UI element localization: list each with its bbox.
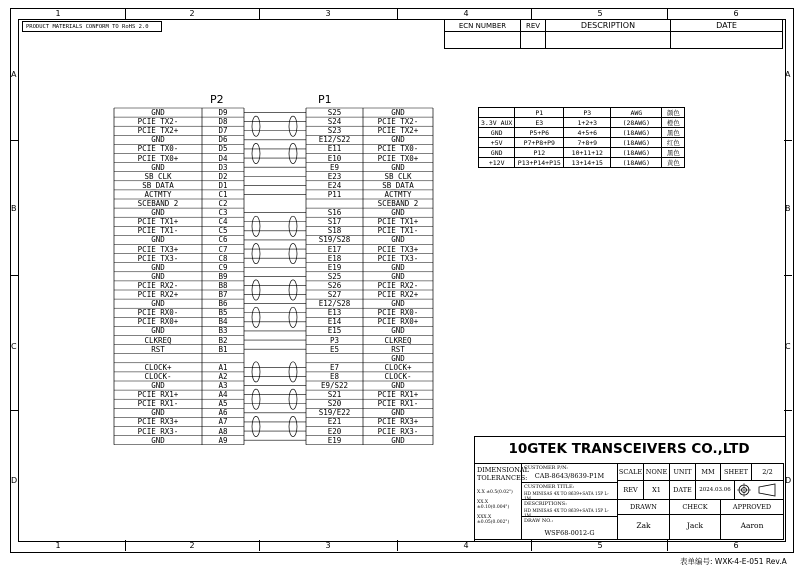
power-table-header: P1 xyxy=(515,108,564,118)
p2-signal: PCIE RX1+ xyxy=(137,390,179,400)
shield-marker xyxy=(252,143,260,163)
zone-row-b-right: B xyxy=(785,204,791,213)
p1-pin: E14 xyxy=(327,317,342,327)
p2-pin: B1 xyxy=(218,344,228,354)
zone-col-5-bottom: 5 xyxy=(597,541,603,550)
p1-pin: E9 xyxy=(329,162,340,172)
p1-pin: E17 xyxy=(327,244,342,254)
zone-col-3-bottom: 3 xyxy=(325,541,331,550)
p1-signal: GND xyxy=(391,162,405,172)
p2-signal: GND xyxy=(151,299,165,309)
p1-signal: CLKREQ xyxy=(384,335,412,345)
p2-pin: C3 xyxy=(218,208,228,218)
p2-pin: C6 xyxy=(218,235,228,245)
power-table-header: AWG xyxy=(611,108,662,118)
p2-pin: B9 xyxy=(218,271,228,281)
power-table-row xyxy=(479,138,685,148)
p1-pin: E12/S22 xyxy=(318,135,351,145)
p1-pin: E21 xyxy=(327,417,342,427)
unit-label: UNIT xyxy=(669,463,696,481)
connector-p1-title: P1 xyxy=(318,93,332,106)
shield-marker xyxy=(289,216,297,236)
power-table-header xyxy=(479,108,515,118)
power-table-cell: 4+5+6 xyxy=(564,128,611,138)
descriptions-label: DESCRIPTIONS: xyxy=(524,501,567,507)
customer-title-label: CUSTOMER TITLE: xyxy=(524,484,575,490)
shield-marker xyxy=(289,389,297,409)
p2-signal: GND xyxy=(151,235,165,245)
scale-label: SCALE xyxy=(617,463,644,481)
p2-signal: ACTMTY xyxy=(144,189,172,199)
third-angle-projection-icon xyxy=(735,481,783,499)
projection-symbol-cell xyxy=(734,480,784,500)
p2-signal: PCIE RX2+ xyxy=(137,290,179,299)
p1-signal: RST xyxy=(391,344,405,354)
zone-row-d-right: D xyxy=(785,476,792,485)
p1-signal: PCIE TX0+ xyxy=(377,153,419,163)
shield-marker xyxy=(289,143,297,163)
shield-marker xyxy=(252,280,260,300)
p1-pin: S24 xyxy=(327,117,342,127)
p1-signal: CLOCK- xyxy=(384,371,412,381)
p1-signal: GND xyxy=(391,262,405,272)
descriptions-cell xyxy=(521,499,618,517)
p1-pin: S26 xyxy=(327,280,342,290)
p1-signal: GND xyxy=(391,299,405,309)
p1-signal: PCIE RX1+ xyxy=(377,390,419,400)
tolerance-xxx: XXX.X ±0.05(0.002") xyxy=(477,515,510,525)
power-table-row xyxy=(479,128,685,138)
p2-signal: PCIE TX0- xyxy=(137,144,179,154)
p1-signal: PCIE RX2- xyxy=(377,280,419,290)
shield-marker xyxy=(252,416,260,436)
p1-signal: PCIE TX3- xyxy=(377,253,419,263)
drawn-by: Zak xyxy=(617,514,670,540)
zone-col-1-top: 1 xyxy=(55,9,61,18)
p1-pin: E20 xyxy=(327,426,342,436)
p2-pin: C8 xyxy=(218,253,228,263)
p2-signal: GND xyxy=(151,208,165,218)
p2-signal: CLKREQ xyxy=(144,335,172,345)
p1-pin: E5 xyxy=(329,344,340,354)
rev-header: REV xyxy=(521,20,546,32)
ecn-number-header: ECN NUMBER xyxy=(445,20,521,32)
check-label: CHECK xyxy=(669,499,721,515)
zone-col-1-bottom: 1 xyxy=(55,541,61,550)
p2-signal: PCIE TX2- xyxy=(137,117,179,127)
zone-row-d-left: D xyxy=(11,476,18,485)
p2-pin: C9 xyxy=(218,262,228,272)
p2-pin: C7 xyxy=(218,244,228,254)
p1-pin: E18 xyxy=(327,253,342,263)
p1-pin: S25 xyxy=(327,271,342,281)
zone-row-c-left: C xyxy=(11,342,17,351)
p1-signal: GND xyxy=(391,435,405,445)
rev-label: REV xyxy=(617,480,644,500)
shield-marker xyxy=(289,116,297,136)
p2-signal: PCIE RX3+ xyxy=(137,417,179,427)
p2-pin: A2 xyxy=(218,371,228,381)
p1-signal: PCIE TX0- xyxy=(377,144,419,154)
zone-col-5-top: 5 xyxy=(597,9,603,18)
customer-pn-cell xyxy=(521,463,618,483)
p1-signal: GND xyxy=(391,408,405,418)
customer-pn: CAB-8643/8639-P1M xyxy=(534,472,605,480)
p1-signal: GND xyxy=(391,135,405,145)
p2-pin: D6 xyxy=(218,135,228,145)
p2-pin: C4 xyxy=(218,217,228,227)
shield-marker xyxy=(289,362,297,382)
shield-marker xyxy=(252,244,260,264)
p2-signal: CLOCK+ xyxy=(144,362,172,372)
p1-pin: P3 xyxy=(329,335,340,345)
p1-signal: SB_DATA xyxy=(382,180,414,190)
p2-pin: D3 xyxy=(218,162,228,172)
p2-pin: B8 xyxy=(218,280,228,290)
rev-value: X1 xyxy=(643,480,670,500)
p2-signal: PCIE RX1- xyxy=(137,399,179,409)
zone-row-b-left: B xyxy=(11,204,17,213)
p2-pin: A8 xyxy=(218,426,228,436)
zone-col-4-top: 4 xyxy=(463,9,469,18)
p1-signal: SCEBAND 2 xyxy=(377,199,419,208)
power-table-cell: E3 xyxy=(515,118,564,128)
power-table-cell: 1+2+3 xyxy=(564,118,611,128)
description-header: DESCRIPTION xyxy=(546,20,671,32)
p1-pin: S18 xyxy=(327,226,342,236)
zone-row-a-right: A xyxy=(785,70,791,79)
p2-pin: B5 xyxy=(218,308,228,318)
shield-marker xyxy=(289,280,297,300)
p1-signal: GND xyxy=(391,208,405,218)
p2-signal: GND xyxy=(151,271,165,281)
shield-marker xyxy=(289,307,297,327)
customer-title: HD MINISAS 4X TO 8639+SATA 15P L-1M xyxy=(524,491,609,501)
zone-row-a-left: A xyxy=(11,70,17,79)
power-table-row xyxy=(479,148,685,158)
p1-pin: S23 xyxy=(327,126,342,136)
p2-pin: D1 xyxy=(218,180,228,190)
power-table-header: 颜色 xyxy=(662,108,685,118)
p2-signal: PCIE TX1- xyxy=(137,226,179,236)
p1-signal: GND xyxy=(391,235,405,245)
p1-pin: E19 xyxy=(327,262,342,272)
p2-pin: A6 xyxy=(218,408,228,418)
p2-signal: PCIE RX2- xyxy=(137,280,179,290)
zone-col-6-bottom: 6 xyxy=(733,541,739,550)
p1-pin: E15 xyxy=(327,326,342,336)
p2-signal: SB_CLK xyxy=(144,171,172,181)
p1-pin: S16 xyxy=(327,208,342,218)
p1-signal: GND xyxy=(391,108,405,117)
power-table-cell: 10+11+12 xyxy=(564,148,611,158)
p2-signal: GND xyxy=(151,326,165,336)
power-table-cell: 3.3V AUX xyxy=(479,118,515,128)
p1-signal: PCIE TX3+ xyxy=(377,244,419,254)
drawn-label: DRAWN xyxy=(617,499,670,515)
p2-pin: B4 xyxy=(218,317,228,327)
p2-pin: B6 xyxy=(218,299,228,309)
p1-pin: E8 xyxy=(329,371,340,381)
power-table-cell: GND xyxy=(479,128,515,138)
power-table-cell: (28AWG) xyxy=(611,118,662,128)
p2-signal: PCIE TX1+ xyxy=(137,217,179,227)
p1-pin: S19/S28 xyxy=(318,235,351,245)
company-name: 10GTEK TRANSCEIVERS CO.,LTD xyxy=(474,436,784,464)
sheet-label: SHEET xyxy=(720,463,752,481)
p2-signal: RST xyxy=(151,344,165,354)
p1-signal: GND xyxy=(391,326,405,336)
p1-signal: PCIE RX0- xyxy=(377,308,419,318)
power-table-cell: +12V xyxy=(479,158,515,168)
p2-signal: SCEBAND 2 xyxy=(137,199,179,208)
p2-pin: C5 xyxy=(218,226,228,236)
p1-pin: S25 xyxy=(327,108,342,117)
p1-signal: PCIE RX0+ xyxy=(377,317,419,327)
p1-pin: S27 xyxy=(327,290,342,299)
power-table-cell: 橙色 xyxy=(662,118,685,128)
form-number: 表单编号: WXK-4-E-051 Rev.A xyxy=(680,557,787,566)
approved-by: Aaron xyxy=(720,514,784,540)
shield-marker xyxy=(252,116,260,136)
power-table-cell: (18AWG) xyxy=(611,128,662,138)
power-table-header-row xyxy=(479,108,685,118)
sheet-value: 2/2 xyxy=(751,463,784,481)
p2-pin: A1 xyxy=(218,362,228,372)
zone-col-6-top: 6 xyxy=(733,9,739,18)
p1-pin: S20 xyxy=(327,399,342,409)
draw-no-cell xyxy=(521,516,618,540)
p1-signal: SB_CLK xyxy=(384,171,412,181)
p2-pin: A4 xyxy=(218,390,228,400)
p1-pin: E23 xyxy=(327,171,342,181)
p1-pin: E24 xyxy=(327,180,342,190)
p1-pin: E12/S28 xyxy=(318,299,351,309)
shield-marker xyxy=(252,216,260,236)
p1-pin: S19/E22 xyxy=(318,408,351,418)
rohs-note: PRODUCT MATERIALS CONFORM TO RoHS 2.0 xyxy=(22,21,162,32)
power-table-cell: P7+P8+P9 xyxy=(515,138,564,148)
tolerance-block xyxy=(474,463,529,540)
p1-signal: PCIE RX1- xyxy=(377,399,419,409)
power-table-cell: (18AWG) xyxy=(611,158,662,168)
zone-col-4-bottom: 4 xyxy=(463,541,469,550)
tolerance-x: X.X ±0.5(0.02") xyxy=(477,490,513,495)
tolerance-heading: DIMENSIONAL TOLERANCES: xyxy=(477,466,529,482)
power-table-cell: (18AWG) xyxy=(611,148,662,158)
descriptions: HD MINISAS 4X TO 8639+SATA 15P L-1M xyxy=(524,508,609,518)
p2-signal: GND xyxy=(151,162,165,172)
p2-signal: PCIE TX0+ xyxy=(137,153,179,163)
power-table-cell: 红色 xyxy=(662,138,685,148)
p1-signal: PCIE TX2- xyxy=(377,117,419,127)
p2-pin: D8 xyxy=(218,117,228,127)
p2-pin: D5 xyxy=(218,144,228,154)
p1-signal: CLOCK+ xyxy=(384,362,412,372)
p2-signal: PCIE TX3+ xyxy=(137,244,179,254)
power-table-row xyxy=(479,158,685,168)
shield-marker xyxy=(252,362,260,382)
power-table-header: P3 xyxy=(564,108,611,118)
shield-marker xyxy=(289,244,297,264)
tolerance-xx: XX.X ±0.10(0.004") xyxy=(477,500,510,510)
p2-signal: CLOCK- xyxy=(144,371,172,381)
p2-signal: PCIE TX2+ xyxy=(137,126,179,136)
p2-pin: A7 xyxy=(218,417,228,427)
power-table-cell: 黑色 xyxy=(662,128,685,138)
p2-signal: PCIE RX3- xyxy=(137,426,179,436)
p2-signal: SB_DATA xyxy=(142,180,174,190)
power-table-cell: 黄色 xyxy=(662,158,685,168)
power-table-cell: P5+P6 xyxy=(515,128,564,138)
power-table-cell: GND xyxy=(479,148,515,158)
p1-pin: S21 xyxy=(327,390,342,400)
p2-pin: C2 xyxy=(218,199,228,208)
p1-signal: GND xyxy=(391,353,405,363)
p1-pin: E13 xyxy=(327,308,342,318)
p1-pin: E7 xyxy=(329,362,340,372)
date-header: DATE xyxy=(671,20,783,32)
p1-signal: PCIE TX1+ xyxy=(377,217,419,227)
scale-value: NONE xyxy=(643,463,670,481)
p2-pin: D2 xyxy=(218,171,228,181)
date-value: 2024.03.06 xyxy=(695,480,735,500)
connector-p2-title: P2 xyxy=(210,93,224,106)
p2-pin: C1 xyxy=(218,189,228,199)
zone-col-3-top: 3 xyxy=(325,9,331,18)
power-table-cell: (18AWG) xyxy=(611,138,662,148)
zone-col-2-bottom: 2 xyxy=(189,541,195,550)
power-table-cell: 黑色 xyxy=(662,148,685,158)
shield-marker xyxy=(289,416,297,436)
p1-signal: PCIE RX2+ xyxy=(377,290,419,299)
p2-signal: PCIE RX0+ xyxy=(137,317,179,327)
p2-signal: PCIE TX3- xyxy=(137,253,179,263)
power-table-row xyxy=(479,118,685,128)
zone-row-c-right: C xyxy=(785,342,791,351)
p1-signal: PCIE TX2+ xyxy=(377,126,419,136)
shield-marker xyxy=(252,389,260,409)
p2-pin: D4 xyxy=(218,153,228,163)
p1-pin: S17 xyxy=(327,217,342,227)
p1-pin: E9/S22 xyxy=(320,381,349,390)
p2-pin: D7 xyxy=(218,126,228,136)
p1-signal: PCIE RX3+ xyxy=(377,417,419,427)
power-table-cell: 7+8+9 xyxy=(564,138,611,148)
p1-pin: P11 xyxy=(327,189,342,199)
zone-col-2-top: 2 xyxy=(189,9,195,18)
p1-pin: E11 xyxy=(327,144,342,154)
p2-pin: A5 xyxy=(218,399,228,409)
power-table-cell: 13+14+15 xyxy=(564,158,611,168)
p2-signal: GND xyxy=(151,108,165,117)
p2-signal: PCIE RX0- xyxy=(137,308,179,318)
p2-signal: GND xyxy=(151,408,165,418)
draw-no: WSF68-0012-G xyxy=(544,529,595,537)
draw-no-label: DRAW NO.: xyxy=(524,518,554,524)
p2-pin: B7 xyxy=(218,290,228,299)
p2-signal: GND xyxy=(151,262,165,272)
power-table-cell: P12 xyxy=(515,148,564,158)
p2-signal: GND xyxy=(151,135,165,145)
power-pinout-table xyxy=(478,107,685,168)
p1-signal: PCIE RX3- xyxy=(377,426,419,436)
power-table-cell: P13+P14+P15 xyxy=(515,158,564,168)
p2-pin: D9 xyxy=(218,108,228,117)
checked-by: Jack xyxy=(669,514,721,540)
p1-pin: E10 xyxy=(327,153,342,163)
p2-pin: B2 xyxy=(218,335,228,345)
unit-value: MM xyxy=(695,463,721,481)
customer-pn-label: CUSTOMER P/N: xyxy=(524,465,568,471)
customer-title-cell xyxy=(521,482,618,500)
p2-signal: GND xyxy=(151,435,165,445)
power-table-cell: +5V xyxy=(479,138,515,148)
p2-pin: A3 xyxy=(218,381,228,390)
p2-pin: A9 xyxy=(218,435,228,445)
p2-signal: GND xyxy=(151,381,165,390)
p2-pin: B3 xyxy=(218,326,228,336)
date-label: DATE xyxy=(669,480,696,500)
p1-signal: PCIE TX1- xyxy=(377,226,419,236)
p1-signal: GND xyxy=(391,381,405,390)
p1-pin: E19 xyxy=(327,435,342,445)
approved-label: APPROVED xyxy=(720,499,784,515)
shield-marker xyxy=(252,307,260,327)
p1-signal: ACTMTY xyxy=(384,189,412,199)
p1-signal: GND xyxy=(391,271,405,281)
